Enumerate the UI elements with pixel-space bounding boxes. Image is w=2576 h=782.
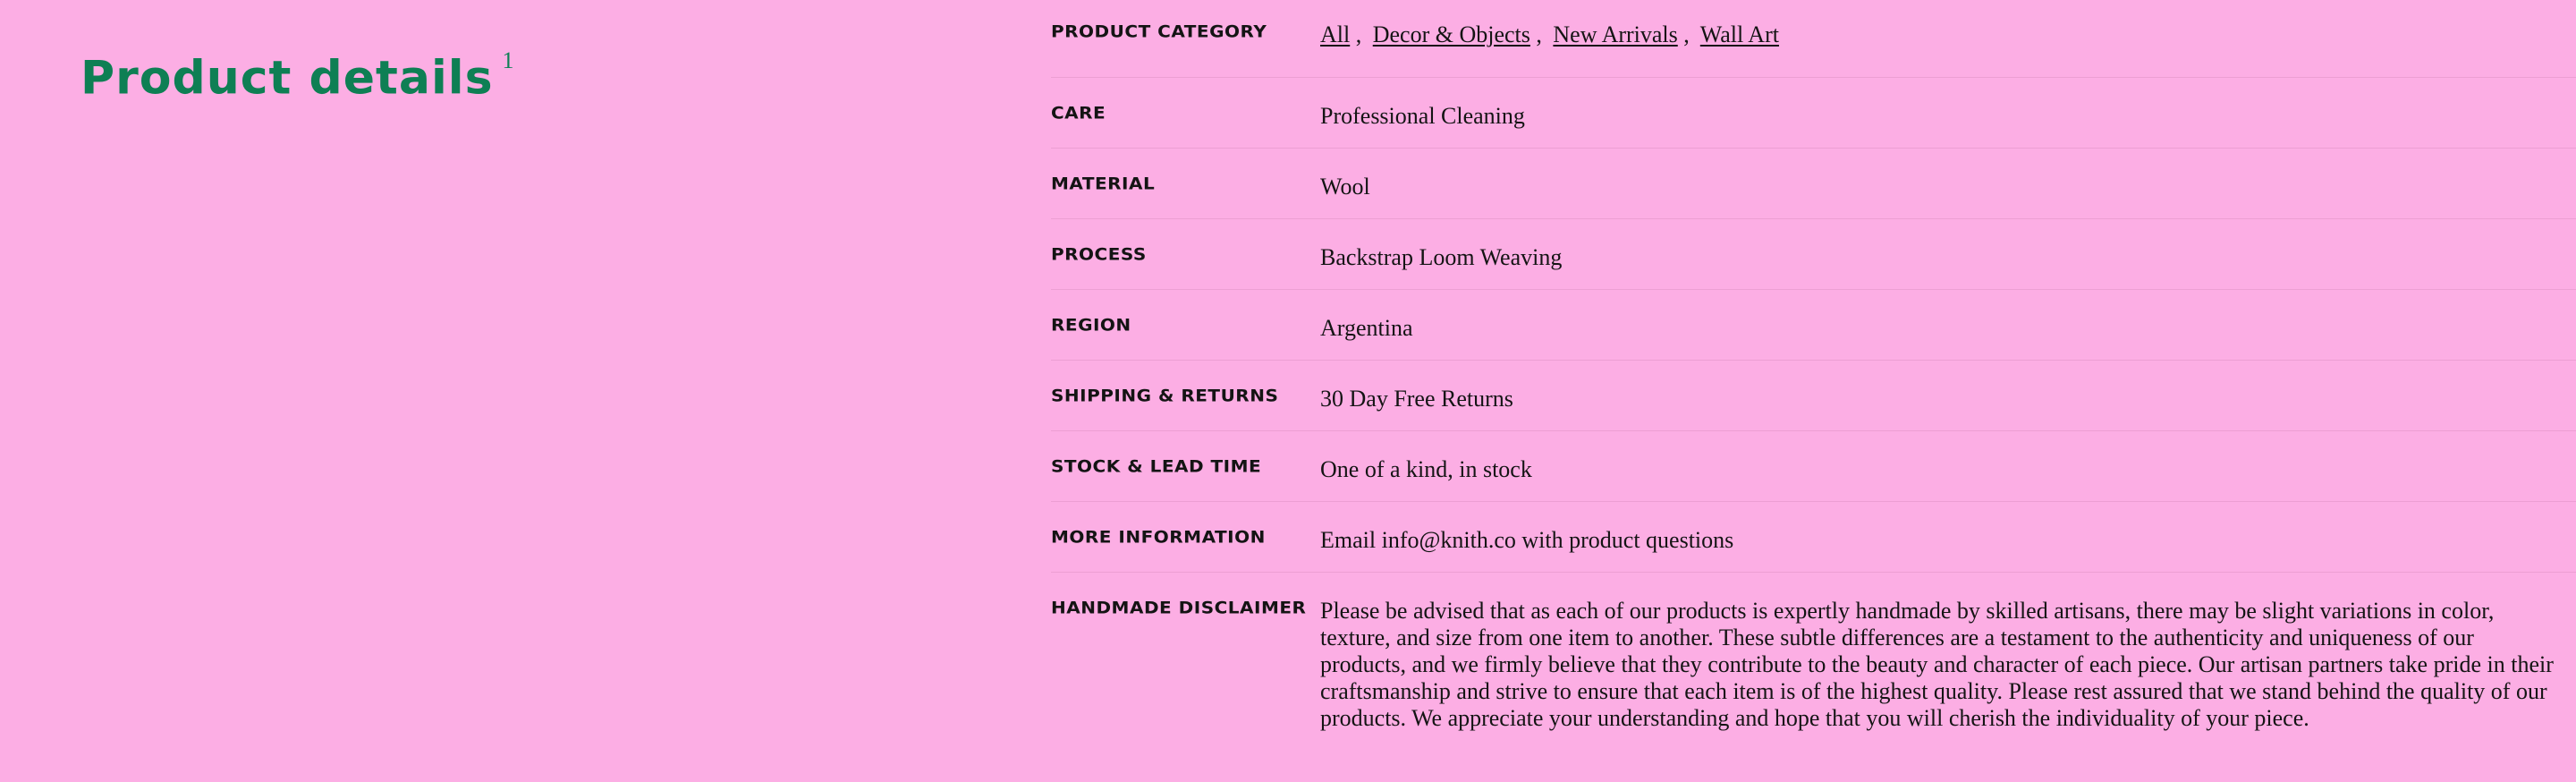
category-link-wall-art[interactable]: Wall Art (1699, 21, 1779, 47)
detail-value-disclaimer: Please be advised that as each of our products is expertly handmade by skilled artisans, there may be slight variations in color, texture, and size from one item to another. These subtle differences are a testament to the authenticity and uniqueness of our products, and we firmly believe that they contribute to the beauty and character of each piece. Our artisan partners take pride in their craftsmanship and strive to ensure that each item is of the highest quality. Please rest assured that we stand behind the quality of our products. We appreciate your understanding and hope that you will cherish the individuality of your piece. (1320, 598, 2554, 731)
product-details-table (1051, 0, 2576, 732)
detail-row-disclaimer (1051, 573, 2576, 732)
detail-value-stock: One of a kind, in stock (1320, 456, 1532, 482)
detail-value-process: Backstrap Loom Weaving (1320, 244, 1563, 270)
detail-value-care: Professional Cleaning (1320, 103, 1525, 129)
category-link-decor-objects[interactable]: Decor & Objects (1372, 21, 1530, 47)
detail-value-shipping: 30 Day Free Returns (1320, 386, 1513, 412)
detail-row-care (1051, 78, 2576, 149)
detail-row-stock (1051, 431, 2576, 502)
detail-label-stock: STOCK & LEAD TIME (1051, 455, 1262, 476)
detail-label-shipping: SHIPPING & RETURNS (1051, 385, 1279, 405)
detail-label-disclaimer: HANDMADE DISCLAIMER (1051, 597, 1307, 617)
detail-row-region (1051, 290, 2576, 361)
detail-value-material: Wool (1320, 174, 1370, 200)
footnote-marker: 1 (502, 47, 514, 73)
category-link-all[interactable]: All (1320, 21, 1351, 47)
page-title-text: Product details (80, 51, 494, 106)
detail-row-shipping (1051, 361, 2576, 431)
detail-row-more-info (1051, 502, 2576, 573)
detail-value-more-info: Email info@knith.co with product questions (1320, 527, 1734, 553)
detail-label-region: REGION (1051, 314, 1131, 335)
detail-row-material (1051, 149, 2576, 219)
detail-label-category: PRODUCT CATEGORY (1051, 21, 1267, 41)
detail-label-process: PROCESS (1051, 243, 1147, 264)
detail-label-care: CARE (1051, 102, 1106, 123)
page-title (80, 41, 514, 106)
detail-label-more-info: MORE INFORMATION (1051, 526, 1266, 547)
detail-value-region: Argentina (1320, 315, 1413, 341)
detail-row-category (1051, 0, 2576, 78)
category-link-new-arrivals[interactable]: New Arrivals (1553, 21, 1678, 47)
detail-row-process (1051, 219, 2576, 290)
detail-value-category: All , Decor & Objects , New Arrivals , Wall Art (1320, 21, 1779, 47)
detail-label-material: MATERIAL (1051, 173, 1156, 193)
